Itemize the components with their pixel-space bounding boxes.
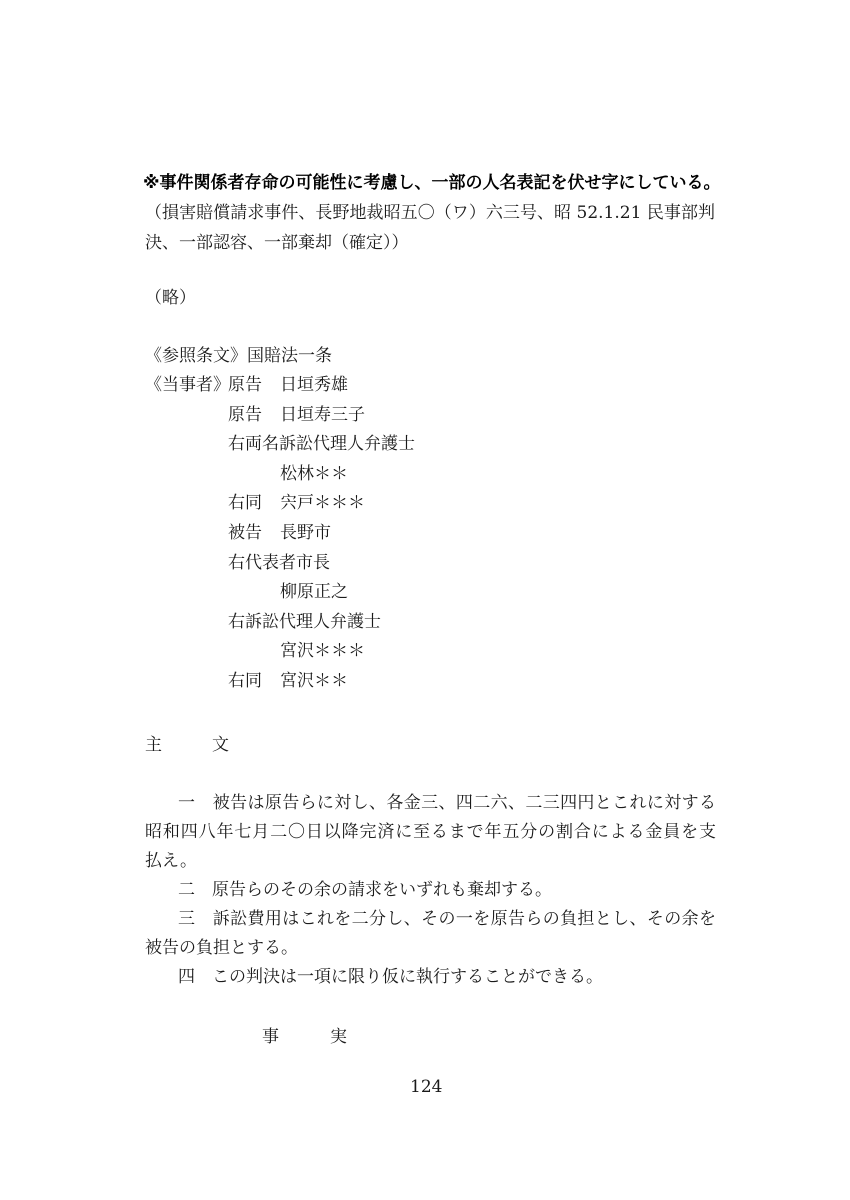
party-name: 日垣秀雄	[280, 375, 348, 395]
party-role: 右同	[228, 493, 262, 514]
references: 《参照条文》国賠法一条	[145, 346, 332, 366]
main-text-line: 一 被告は原告らに対し、各金三、四二六、二三四円とこれに対する	[178, 793, 716, 813]
party-name: 宮沢＊＊＊	[280, 641, 365, 662]
party-name: 日垣寿三子	[280, 404, 365, 425]
party-role: 原告	[228, 375, 262, 395]
party-role: 右代表者市長	[228, 552, 330, 573]
main-text-heading-2: 文	[212, 735, 229, 755]
main-text-line: 三 訴訟費用はこれを二分し、その一を原告らの負担とし、その余を	[178, 909, 716, 929]
page-number: 124	[410, 1077, 443, 1097]
main-text-line: 被告の負担とする。	[145, 938, 298, 958]
omitted-note: （略）	[145, 288, 196, 308]
party-name: 長野市	[280, 523, 331, 543]
main-text-heading-1: 主	[145, 735, 162, 755]
party-name: 宍戸＊＊＊	[280, 493, 365, 514]
facts-heading-1: 事	[262, 1027, 279, 1047]
party-role: 右訴訟代理人弁護士	[228, 611, 381, 632]
party-name: 松林＊＊	[280, 463, 348, 484]
party-role: 右両名訴訟代理人弁護士	[228, 434, 415, 455]
main-text-line: 払え。	[145, 851, 198, 871]
facts-heading-2: 実	[330, 1027, 347, 1047]
main-text-line: 二 原告らのその余の請求をいずれも棄却する。	[178, 880, 552, 900]
parties-label: 《当事者》	[145, 375, 230, 395]
party-name: 宮沢＊＊	[280, 671, 348, 691]
main-text-line: 四 この判決は一項に限り仮に執行することができる。	[178, 967, 603, 987]
party-name: 柳原正之	[280, 582, 348, 603]
case-info-line-1: （損害賠償請求事件、長野地裁昭五〇（ワ）六三号、昭 52.1.21 民事部判	[145, 203, 715, 223]
party-role: 原告	[228, 404, 262, 425]
main-text-line: 昭和四八年七月二〇日以降完済に至るまで年五分の割合による金員を支	[145, 822, 716, 842]
party-role: 右同	[228, 671, 262, 691]
party-role: 被告	[228, 523, 262, 543]
case-info-line-2: 決、一部認容、一部棄却（確定））	[145, 233, 409, 253]
notice: ※事件関係者存命の可能性に考慮し、一部の人名表記を伏せ字にしている。	[143, 173, 721, 193]
